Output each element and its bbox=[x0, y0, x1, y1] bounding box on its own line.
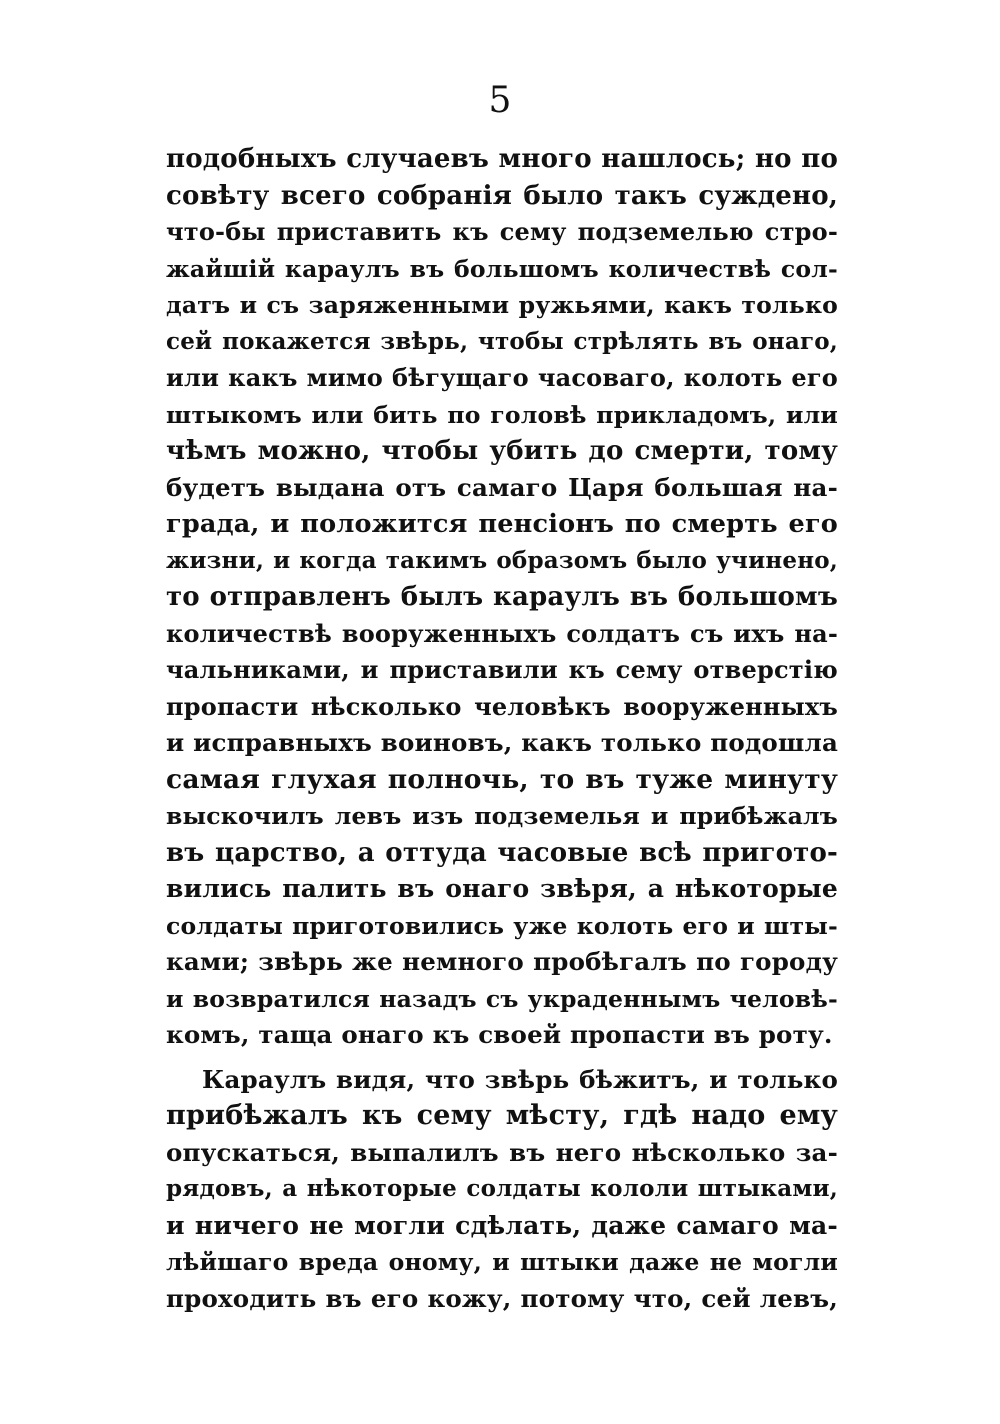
text-line: ками; звѣрь же немного пробѣгалъ по городу bbox=[166, 947, 838, 976]
text-line: проходить въ его кожу, потому что, сей левъ, bbox=[166, 1283, 838, 1313]
text-line: выскочилъ левъ изъ подземелья и прибѣжалъ bbox=[166, 802, 838, 830]
text-line: и ничего не могли сдѣлать, даже самаго ма- bbox=[166, 1210, 838, 1240]
text-line: и возвратился назадъ съ украденнымъ человѣ- bbox=[166, 984, 838, 1013]
text-line: жайшій караулъ въ большомъ количествѣ сол- bbox=[166, 254, 838, 283]
text-line: подобныхъ случаевъ много нашлось; но по bbox=[166, 144, 838, 174]
text-line: вились палить въ онаго звѣря, а нѣкоторые bbox=[166, 874, 838, 903]
text-line: совѣту всего собранія было такъ суждено, bbox=[166, 180, 838, 211]
text-line: комъ, таща онаго къ своей пропасти въ роту. bbox=[166, 1020, 833, 1049]
paragraph-gap bbox=[166, 1054, 838, 1062]
paragraph-1 bbox=[166, 141, 838, 1054]
text-line: жизни, и когда такимъ образомъ было учинено, bbox=[166, 546, 838, 574]
page-number: 5 bbox=[488, 80, 512, 121]
text-line: чальниками, и приставили къ сему отверстію bbox=[166, 655, 838, 684]
text-line: количествѣ вооруженныхъ солдатъ съ ихъ на- bbox=[166, 618, 838, 648]
text-line: пропасти нѣсколько человѣкъ вооруженныхъ bbox=[166, 691, 838, 721]
text-line: датъ и съ заряженными ружьями, какъ только bbox=[166, 291, 838, 319]
text-line: или какъ мимо бѣгущаго часоваго, колоть его bbox=[166, 363, 838, 392]
body-text bbox=[166, 141, 838, 1317]
text-line: то отправленъ былъ караулъ въ большомъ bbox=[166, 582, 838, 612]
text-line: самая глухая полночь, то въ туже минуту bbox=[166, 763, 838, 795]
text-line: солдаты приготовились уже колоть его и шты- bbox=[166, 911, 838, 940]
text-line: Караулъ видя, что звѣрь бѣжитъ, и только bbox=[202, 1064, 838, 1094]
text-line: чѣмъ можно, чтобы убить до смерти, тому bbox=[166, 436, 838, 466]
text-line: града, и положится пенсіонъ по смерть его bbox=[166, 509, 838, 539]
text-line: опускаться, выпалилъ въ него нѣсколько за- bbox=[166, 1137, 838, 1167]
text-line: штыкомъ или бить по головѣ прикладомъ, или bbox=[166, 400, 838, 429]
text-line: сей покажется звѣрь, чтобы стрѣлять въ онаго, bbox=[166, 327, 838, 355]
text-line: лѣйшаго вреда оному, и штыки даже не могли bbox=[166, 1248, 838, 1276]
text-line: въ царство, а оттуда часовые всѣ пригото- bbox=[166, 837, 838, 868]
paragraph-2 bbox=[166, 1062, 838, 1318]
text-line: рядовъ, а нѣкоторые солдаты кололи штыками, bbox=[166, 1175, 838, 1202]
text-line: будетъ выдана отъ самаго Царя большая на- bbox=[166, 472, 838, 502]
text-line: и исправныхъ воиновъ, какъ только подошла bbox=[166, 728, 838, 757]
text-line: что-бы приставить къ сему подземелью стро- bbox=[166, 217, 838, 246]
text-line: прибѣжалъ къ сему мѣсту, гдѣ надо ему bbox=[166, 1100, 838, 1131]
